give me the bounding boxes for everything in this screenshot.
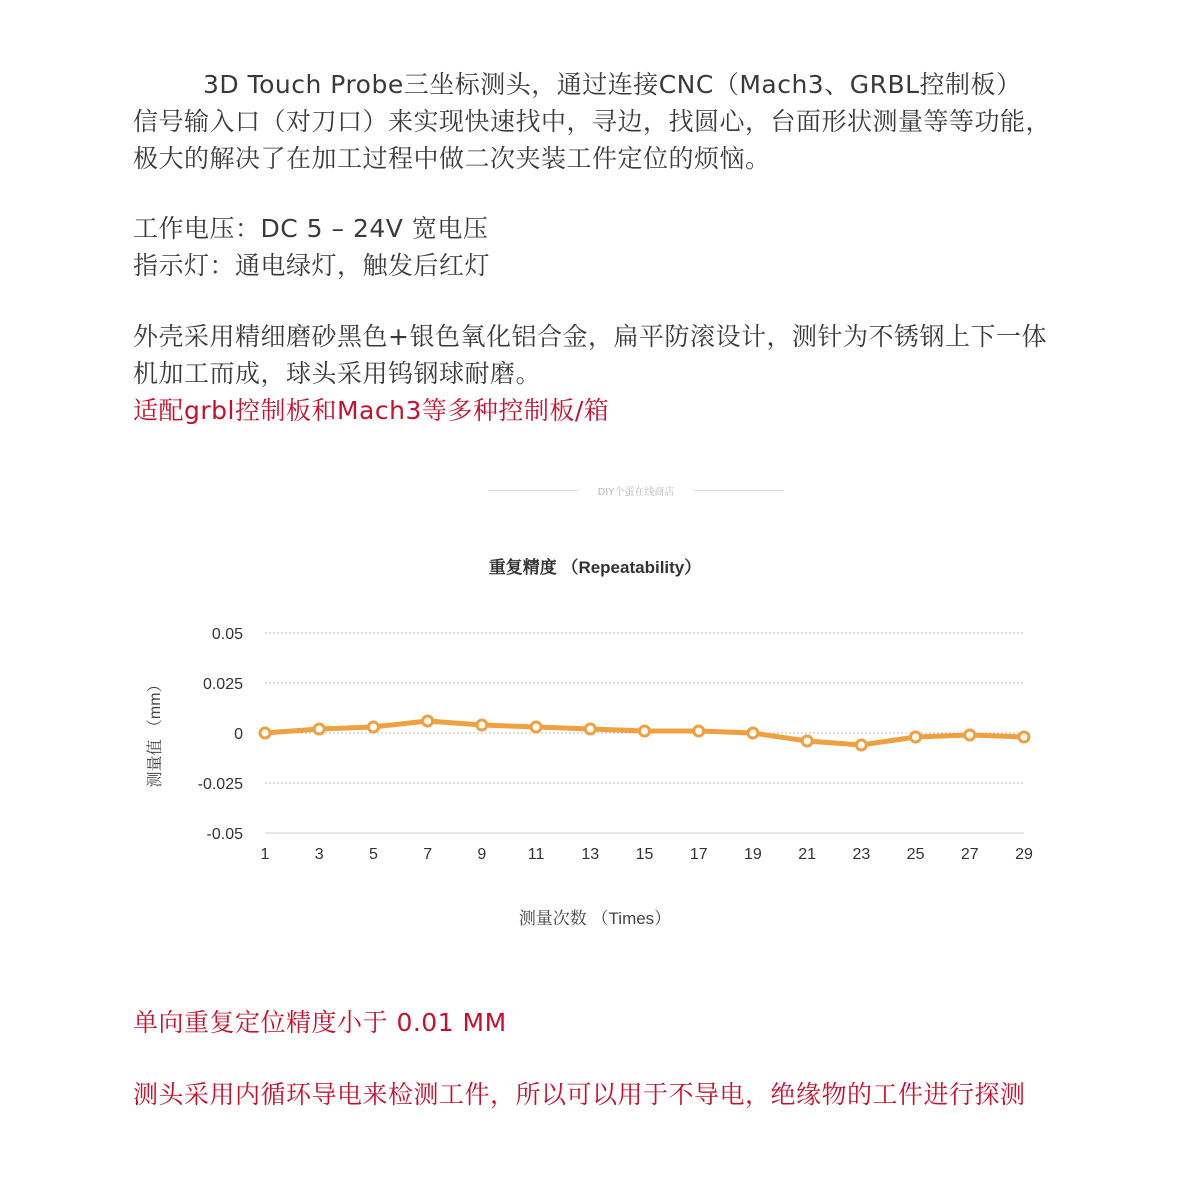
data-point [423, 716, 433, 726]
data-point [368, 722, 378, 732]
x-tick-label: 13 [581, 846, 600, 863]
grid-layer [265, 633, 1024, 783]
y-axis-ticks [198, 626, 243, 843]
x-tick-label: 3 [314, 846, 324, 863]
data-point [585, 724, 595, 734]
x-tick-label: 17 [689, 846, 708, 863]
x-tick-label: 9 [477, 846, 487, 863]
data-point [640, 726, 650, 736]
x-axis-label: 测量次数 （Times） [518, 909, 672, 928]
divider-line-right [694, 490, 784, 491]
x-tick-label: 23 [852, 846, 871, 863]
y-tick-label: 0.05 [211, 626, 243, 643]
conduction-note: 测头采用内循环导电来检测工件，所以可以用于不导电，绝缘物的工件进行探测 [133, 1080, 1026, 1109]
data-point [531, 722, 541, 732]
y-tick-label: -0.025 [197, 776, 243, 793]
x-tick-label: 7 [423, 846, 433, 863]
intro-line-2: 信号输入口（对刀口）来实现快速找中，寻边，找圆心，台面形状测量等等功能， [133, 107, 1052, 136]
data-point [694, 726, 704, 736]
x-tick-label: 1 [260, 846, 270, 863]
data-point [314, 724, 324, 734]
y-axis-label: 测量值 （mm） [147, 676, 164, 788]
indicator-spec: 指示灯：通电绿灯，触发后红灯 [133, 251, 491, 280]
x-axis-ticks [261, 846, 1033, 863]
data-point [911, 732, 921, 742]
x-tick-label: 29 [1015, 846, 1033, 863]
watermark-divider [488, 481, 784, 501]
series-layer [260, 716, 1029, 750]
shell-line-2: 机加工而成，球头采用钨钢球耐磨。 [133, 359, 542, 388]
x-tick-label: 15 [635, 846, 654, 863]
y-tick-label: -0.05 [206, 826, 243, 843]
y-tick-label: 0 [234, 726, 243, 743]
watermark-text: DIY个蛋在线商店 [597, 487, 675, 498]
shell-paragraph [133, 318, 1093, 429]
y-tick-label: 0.025 [202, 676, 243, 693]
x-tick-label: 19 [744, 846, 762, 863]
intro-paragraph [133, 66, 1093, 177]
repeatability-note: 单向重复定位精度小于 0.01 MM [133, 1008, 507, 1037]
x-tick-label: 25 [906, 846, 925, 863]
data-point [856, 740, 866, 750]
intro-line-1: 3D Touch Probe三坐标测头，通过连接CNC（Mach3、GRBL控制板） [203, 70, 1022, 99]
shell-line-1: 外壳采用精细磨砂黑色+银色氧化铝合金，扁平防滚设计，测针为不锈钢上下一体 [133, 322, 1047, 351]
x-tick-label: 21 [798, 846, 817, 863]
chart-title: 重复精度 （Repeatability） [488, 558, 702, 577]
data-point [260, 728, 270, 738]
data-point [748, 728, 758, 738]
data-point [1019, 732, 1029, 742]
x-tick-label: 27 [960, 846, 979, 863]
repeatability-chart [0, 540, 1200, 940]
data-point [802, 736, 812, 746]
specs-paragraph [133, 210, 1093, 284]
compatibility-highlight: 适配grbl控制板和Mach3等多种控制板/箱 [133, 396, 610, 425]
x-tick-label: 11 [527, 846, 545, 863]
data-point [965, 730, 975, 740]
data-point [477, 720, 487, 730]
intro-line-3: 极大的解决了在加工过程中做二次夹装工件定位的烦恼。 [133, 144, 771, 173]
x-tick-label: 5 [368, 846, 378, 863]
voltage-spec: 工作电压：DC 5 – 24V 宽电压 [133, 214, 489, 243]
